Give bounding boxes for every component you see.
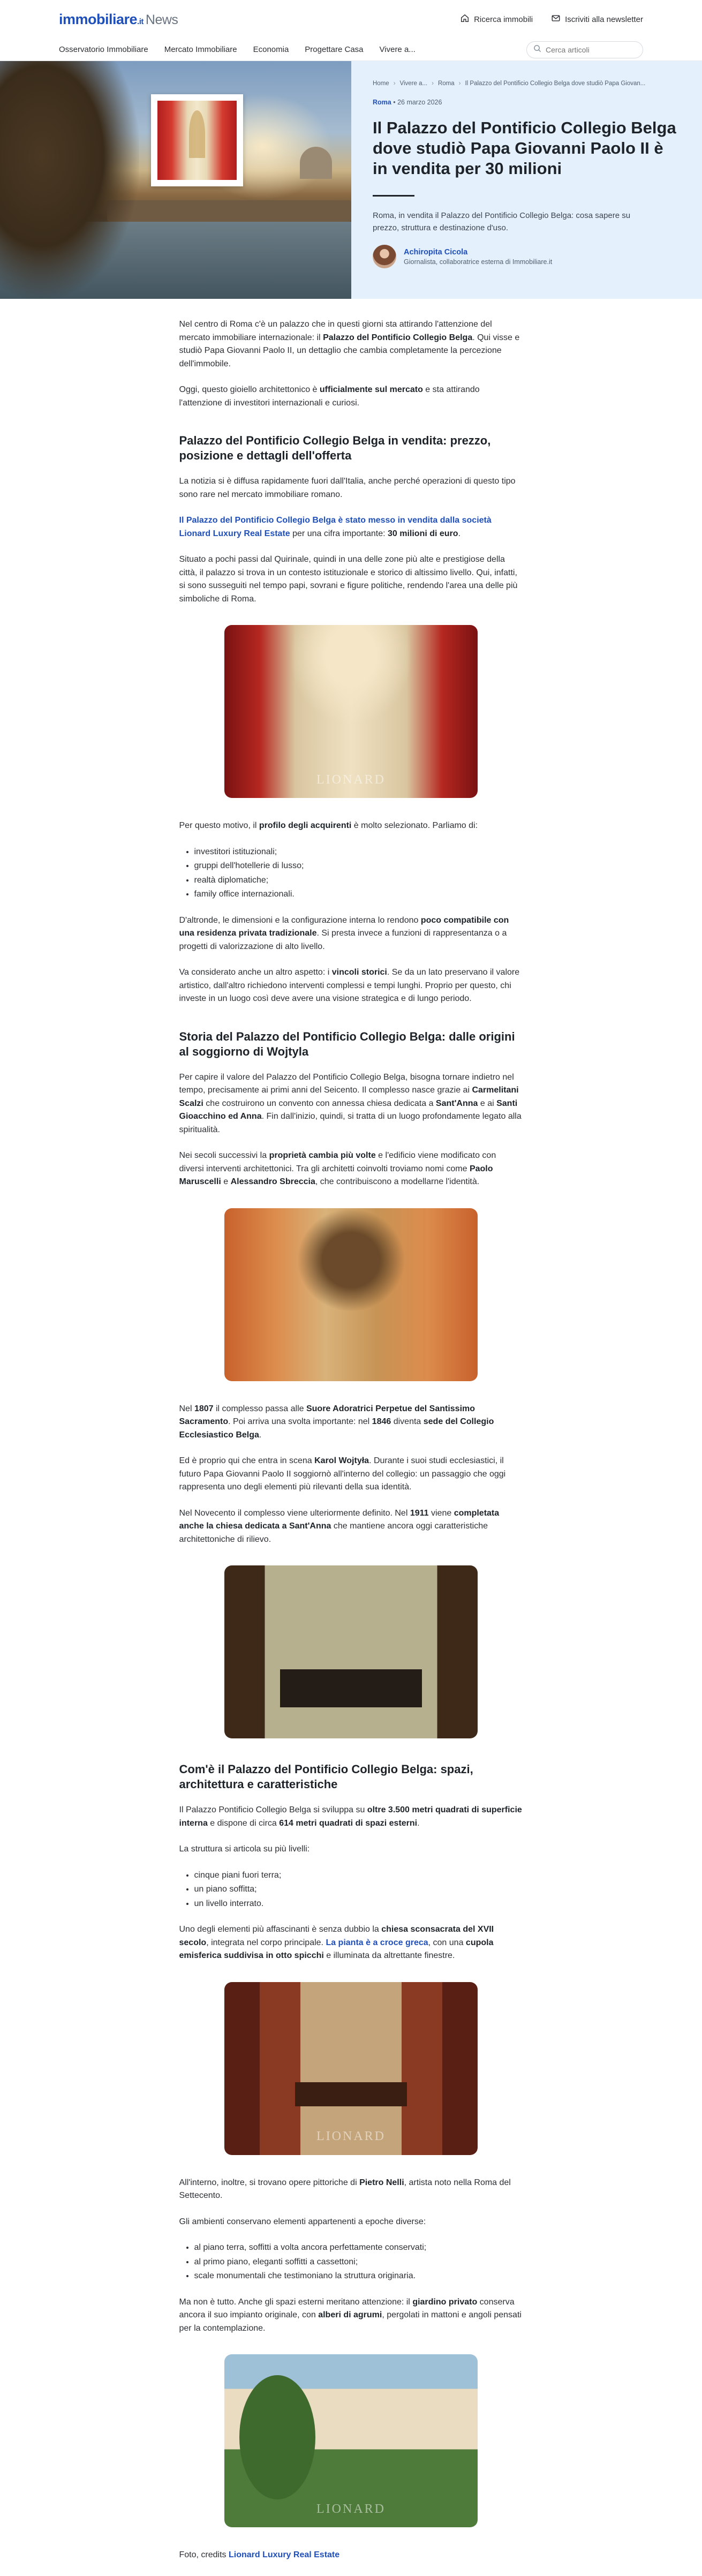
paragraph: All'interno, inoltre, si trovano opere pittoriche di Pietro Nelli, artista noto nella Roma del Settecento. [179,2178,511,2200]
site-header [0,0,702,61]
search-icon [533,44,541,55]
article-search [526,41,643,58]
list-item: • un livello interrato. [194,1897,523,1911]
paragraph: Situato a pochi passi dal Quirinale, quindi in una delle zone più alte e prestigiose della città, il palazzo si trova in un contesto istituzionale e storico di altissimo livello. Qui, infatti, si sono susseguiti nel tempo papi, sovrani e figure politiche, rendendo l'area una delle più simboliche di Roma. [179,555,518,604]
hero-tree [0,61,139,299]
article-subtitle: Roma, in vendita il Palazzo del Pontificio Collegio Belga: cosa sapere su prezzo, struttura e destinazione d'uso. [373,211,631,232]
author-box [373,245,681,268]
hero-dome [300,147,332,179]
nav-item-osservatorio[interactable]: Osservatorio Immobiliare [59,45,148,54]
newsletter-link[interactable] [551,13,643,25]
paragraph: Nel centro di Roma c'è un palazzo che in questi giorni sta attirando l'attenzione del mercato immobiliare internazionale: il Palazzo del Pontificio Collegio Belga. Qui visse e studiò Papa Giovanni Paolo II, un dettaglio che cambia completamente la percezione dell'immobile. [179,320,520,368]
photo-watermark: LIONARD [316,772,386,787]
paragraph: Oggi, questo gioiello architettonico è ufficialmente sul mercato e sta attirando l'attenzione di investitori internazionali e curiosi. [179,385,480,408]
photo-credits: Foto, credits Lionard Luxury Real Estate [179,2550,340,2559]
header-actions [460,13,643,25]
paragraph: Il Palazzo del Pontificio Collegio Belga è stato messo in vendita dalla società Lionard Luxury Real Estate per una cifra importante: 30 milioni di euro. [179,516,492,538]
paragraph: Va considerato anche un altro aspetto: i vincoli storici. Se da un lato preservano il valore artistico, dall'altro richiedono interventi complessi e tempi lunghi. Proprio per questo, chi investe in un luogo così deve avere una visione strategica e di lungo periodo. [179,968,520,1003]
list-item: • family office internazionali. [194,888,523,901]
hero-bridge [107,200,351,222]
author-name[interactable]: Achiropita Cicola [404,247,468,257]
article-date: 26 marzo 2026 [397,99,442,106]
breadcrumb-separator: › [458,80,461,87]
paragraph: Per questo motivo, il profilo degli acquirenti è molto selezionato. Parliamo di: [179,821,478,830]
paragraph: Il Palazzo Pontificio Collegio Belga si sviluppa su oltre 3.500 metri quadrati di superficie interna e dispone di circa 614 metri quadrati di spazi esterni. [179,1805,522,1828]
hero-thumbnail [151,94,243,186]
mail-icon [551,13,561,25]
author-avatar[interactable] [373,245,396,268]
author-role: Giornalista, collaboratrice esterna di Immobiliare.it [404,258,553,266]
section-heading: Com'è il Palazzo del Pontificio Collegio Belga: spazi, architettura e caratteristiche [179,1762,473,1791]
photo-watermark: LIONARD [316,2502,386,2516]
credits-link[interactable]: Lionard Luxury Real Estate [228,2550,340,2559]
breadcrumb-current: Il Palazzo del Pontificio Collegio Belga dove studiò Papa Giovan... [465,80,646,87]
breadcrumb-roma[interactable]: Roma [437,80,455,87]
section-heading: Palazzo del Pontificio Collegio Belga in vendita: prezzo, posizione e dettagli dell'offerta [179,434,491,462]
features-list [194,2241,523,2283]
paragraph: Per capire il valore del Palazzo del Pontificio Collegio Belga, bisogna tornare indietro nel tempo, precisamente ai primi anni del Seicento. Il complesso nasce grazie ai Carmelitani Scalzi che costruirono un convento con annessa chiesa dedicata a Sant'Anna e ai Santi Gioacchino ed Anna. Fin dall'inizio, quindi, si tratta di un luogo profondamente legato alla spiritualità. [179,1072,522,1134]
greek-cross-link[interactable]: La pianta è a croce greca [326,1938,428,1947]
home-icon [460,13,470,25]
paragraph: Nel Novecento il complesso viene ulteriormente definito. Nel 1911 viene completata anche la chiesa dedicata a Sant'Anna che mantiene ancora oggi caratteristiche architettoniche di rilievo. [179,1508,500,1544]
logo-tld: .it [137,17,144,26]
church-interior-photo [224,625,478,798]
lionard-link[interactable]: Il Palazzo del Pontificio Collegio Belga è stato messo in vendita dalla società Lionard Luxury Real Estate [179,516,492,538]
article-body [179,299,523,2563]
photo-tree [239,2375,315,2500]
paragraph: La struttura si articola su più livelli: [179,1844,310,1854]
search-properties-label: Ricerca immobili [474,14,533,24]
levels-list [194,1869,523,1911]
main-nav [0,39,702,61]
photo-watermark: LIONARD [316,2129,386,2143]
list-item: • realtà diplomatiche; [194,874,523,887]
nav-item-economia[interactable]: Economia [253,45,289,54]
nav-item-progettare-casa[interactable]: Progettare Casa [305,45,364,54]
hero-info [351,61,702,299]
logo-news: News [145,12,178,27]
site-logo[interactable] [59,11,178,28]
list-item: • scale monumentali che testimoniano la struttura originaria. [194,2270,523,2283]
search-properties-link[interactable] [460,13,533,25]
list-item: • cinque piani fuori terra; [194,1869,523,1882]
title-divider [373,195,414,197]
newsletter-label: Iscriviti alla newsletter [565,14,643,24]
hero-thumbnail-image [157,101,237,180]
list-item: • gruppi dell'hotellerie di lusso; [194,860,523,873]
breadcrumb-separator: › [432,80,434,87]
article-category[interactable]: Roma [373,99,391,106]
garden-photo [224,2354,478,2527]
meeting-room-photo [224,1565,478,1738]
breadcrumb-separator: › [393,80,396,87]
nav-item-mercato[interactable]: Mercato Immobiliare [164,45,237,54]
photo-table [295,2082,406,2106]
nav-item-vivere-a[interactable]: Vivere a... [379,45,416,54]
list-item: • investitori istituzionali; [194,846,523,859]
list-item: • un piano soffitta; [194,1883,523,1896]
hero-image [0,61,351,299]
paragraph: La notizia si è diffusa rapidamente fuori dall'Italia, anche perché operazioni di questo tipo sono rare nel mercato immobiliare romano. [179,477,516,499]
top-bar [0,0,702,39]
paragraph: Nel 1807 il complesso passa alle Suore Adoratrici Perpetue del Santissimo Sacramento. Poi arriva una svolta importante: nel 1846 diventa sede del Collegio Ecclesiastico Belga. [179,1404,494,1440]
paragraph: Ma non è tutto. Anche gli spazi esterni meritano attenzione: il giardino privato conserva ancora il suo impianto originale, con alberi di agrumi, pergolati in mattoni e angoli pensati per la contemplazione. [179,2297,522,2333]
article-title: Il Palazzo del Pontificio Collegio Belga dove studiò Papa Giovanni Paolo II è in vendita per 30 milioni [373,118,676,178]
article-meta: Roma • 26 marzo 2026 [373,99,442,106]
logo-main: immobiliare [59,11,138,27]
paragraph: Ed è proprio qui che entra in scena Karol Wojtyła. Durante i suoi studi ecclesiastici, il futuro Papa Giovanni Paolo II soggiornò all'interno del collegio: un passaggio che oggi rappresenta uno degli elementi più rilevanti della sua identità. [179,1456,506,1492]
paragraph: D'altronde, le dimensioni e la configurazione interna lo rendono poco compatibile con una residenza privata tradizionale. Si presta invece a funzioni di rappresentanza o a progetti di valorizzazione di alto livello. [179,915,509,951]
library-photo [224,1982,478,2155]
nav-links [59,45,416,54]
paragraph: Gli ambienti conservano elementi appartenenti a epoche diverse: [179,2217,426,2226]
paragraph: Uno degli elementi più affascinanti è senza dubbio la chiesa sconsacrata del XVII secolo, integrata nel corpo principale. La pianta è a croce greca, con una cupola emisferica suddivisa in otto spicchi e illuminata da altrettante finestre. [179,1925,494,1960]
photo-table [280,1669,422,1707]
list-item: • al primo piano, eleganti soffitti a cassettoni; [194,2256,523,2269]
search-input[interactable] [546,46,631,54]
breadcrumb [373,80,681,87]
breadcrumb-vivere-a[interactable]: Vivere a... [399,80,428,87]
article-hero [0,61,702,299]
buyers-list [194,846,523,901]
list-item: • al piano terra, soffitti a volta ancora perfettamente conservati; [194,2241,523,2255]
paragraph: Nei secoli successivi la proprietà cambia più volte e l'edificio viene modificato con diversi interventi architettonici. Tra gli architetti coinvolti troviamo nomi come Paolo Maruscelli e Alessandro Sbreccia, che contribuiscono a modellarne l'identità. [179,1151,496,1186]
section-heading: Storia del Palazzo del Pontificio Collegio Belga: dalle origini al soggiorno di Wojtyla [179,1029,515,1058]
breadcrumb-home[interactable]: Home [373,80,389,87]
chapel-altar-photo [224,1208,478,1381]
